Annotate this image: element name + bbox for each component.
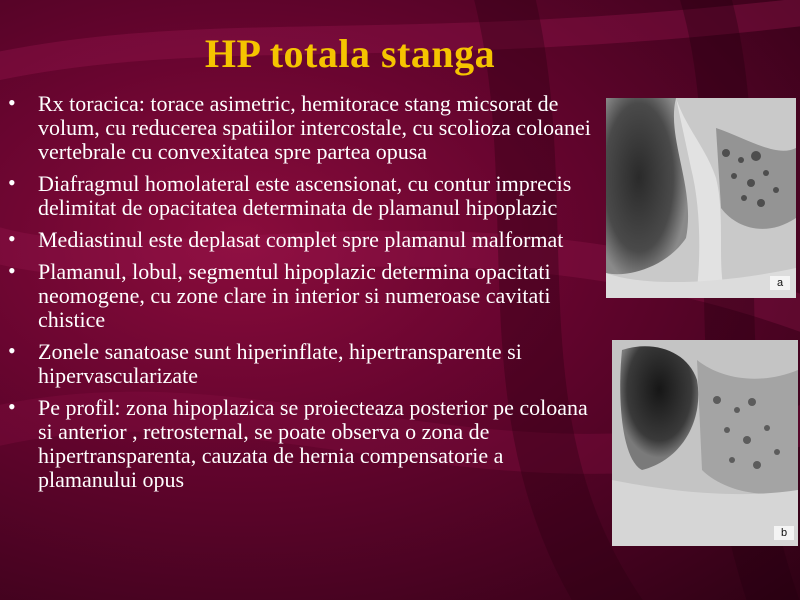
bullet-text: Zonele sanatoase sunt hiperinflate, hipertransparente si hipervascularizate [38,339,522,388]
bullet-text: Rx toracica: torace asimetric, hemitorace stang micsorat de volum, cu reducerea spatiilor intercostale, cu scolioza coloanei vertebrale cu convexitatea spre partea opusa [38,91,591,164]
bullet-icon: • [8,90,16,115]
bullet-text: Plamanul, lobul, segmentul hipoplazic determina opacitati neomogene, cu zone clare in interior si numeroase cavitati chistice [38,259,551,332]
bullet-item [8,340,593,388]
bullet-icon: • [8,338,16,363]
slide-title: HP totala stanga [204,31,496,76]
bullet-item [8,260,593,332]
bullet-item [8,228,593,252]
bullet-icon: • [8,258,16,283]
xray-b-graphic [612,340,798,546]
xray-image-a [606,98,796,298]
xray-a-graphic [606,98,796,298]
image-label-a: a [770,276,790,290]
bullet-icon: • [8,394,16,419]
bullet-item [8,172,593,220]
xray-image-b [612,340,798,546]
image-label-b: b [774,526,794,540]
bullet-list [8,92,593,500]
bullet-text: Diafragmul homolateral este ascensionat, cu contur imprecis delimitat de opacitatea determinata de plamanul hipoplazic [38,171,572,220]
bullet-icon: • [8,226,16,251]
bullet-icon: • [8,170,16,195]
bullet-item [8,396,593,492]
bullet-text: Mediastinul este deplasat complet spre plamanul malformat [38,227,564,252]
bullet-text: Pe profil: zona hipoplazica se proiecteaza posterior pe coloana si anterior , retrosternal, se poate observa o zona de hipertransparenta, cauzata de hernia compensatorie a plamanului opus [38,395,588,492]
bullet-item [8,92,593,164]
